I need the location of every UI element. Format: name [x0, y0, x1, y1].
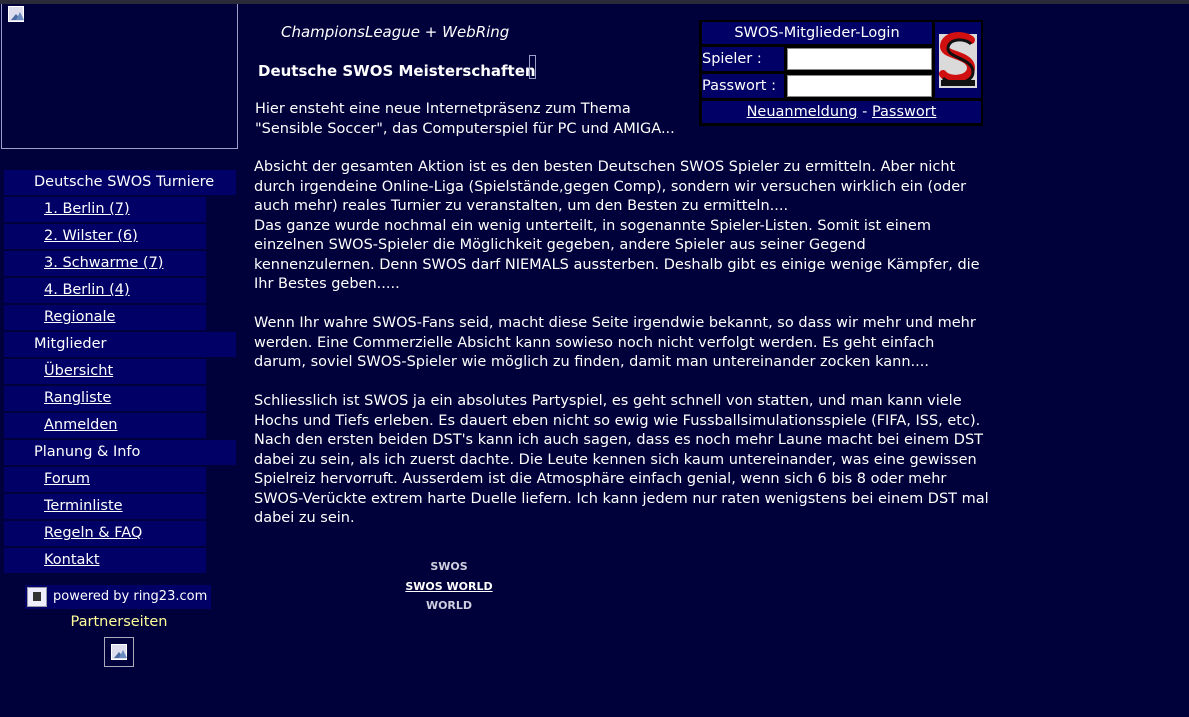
site-logo-frame: [1, 4, 238, 149]
nav-item-regionale[interactable]: [4, 305, 206, 330]
article-paragraph: Wenn Ihr wahre SWOS-Fans seid, macht diese Seite irgendwie bekannt, so dass wir mehr und mehr werden. Eine Commerzielle Absicht kann sowieso noch nicht verfolgt werden. Es geht einfach darum, soviel SWOS-Spieler wie möglich zu finden, damit man untereinander zocken kann....: [254, 315, 976, 370]
password-label: Passwort :: [702, 74, 784, 98]
intro-line: Hier ensteht eine neue Internetpräsenz zum Thema: [255, 101, 631, 117]
sidebar-nav: [4, 170, 236, 575]
nav-item-berlin-7[interactable]: [4, 197, 206, 222]
nav-item-forum[interactable]: [4, 467, 206, 492]
nav-item-regeln-faq[interactable]: [4, 521, 206, 546]
login-box: [699, 20, 983, 126]
swos-s-logo-icon: [935, 22, 981, 98]
register-link[interactable]: Neuanmeldung: [746, 104, 858, 120]
nav-item-berlin-4[interactable]: [4, 278, 206, 303]
swos-world-link[interactable]: SWOS WORLD: [405, 579, 493, 593]
link-separator: -: [862, 104, 868, 120]
swos-link[interactable]: SWOS: [430, 560, 468, 573]
nav-item-rangliste[interactable]: [4, 386, 206, 411]
broken-image-icon: [111, 644, 127, 660]
webring-text: ChampionsLeague + WebRing: [281, 23, 510, 41]
article-paragraph: Schliesslich ist SWOS ja ein absolutes Partyspiel, es geht schnell von statten, und man kann viele Hochs und Tiefs erleben. Es dauert eben nicht so ewig wie Fussballsimulationsspiele (FIFA, ISS, etc). Nach den ersten beiden DST's kann ich auch sagen, dass es noch mehr Laune macht bei einem DST dabei zu sein, als ich zuerst dachte. Die Leute kennen sich kaum untereinander, was eine gewissen Spielreiz hervorruft. Ausserdem ist die Atmosphäre einfach genial, wenn sich 6 bis 8 oder mehr SWOS-Verückte extrem harte Duelle liefern. Ich kann jedem nur raten wenigstens bei einem DST mal dabei zu sein.: [254, 393, 989, 526]
nav-heading-mitglieder: Mitglieder: [4, 332, 236, 357]
login-links: [702, 101, 981, 123]
nav-link[interactable]: Kontakt: [44, 552, 100, 568]
page-title: Deutsche SWOS Meisterschaften: [258, 62, 536, 80]
nav-item-kontakt[interactable]: [4, 548, 206, 573]
nav-heading-planung: Planung & Info: [4, 440, 236, 465]
nav-heading-turniere: Deutsche SWOS Turniere: [4, 170, 236, 195]
broken-image-icon: [8, 6, 24, 22]
nav-item-schwarme-7[interactable]: [4, 251, 206, 276]
intro-line: "Sensible Soccer", das Computerspiel für PC und AMIGA...: [255, 120, 675, 137]
nav-link[interactable]: 2. Wilster (6): [44, 228, 138, 244]
player-label: Spieler :: [702, 47, 784, 71]
login-title: SWOS-Mitglieder-Login: [702, 22, 932, 44]
password-link[interactable]: Passwort: [871, 104, 937, 120]
world-link[interactable]: WORLD: [425, 599, 473, 612]
nav-link[interactable]: Regionale: [44, 309, 116, 325]
nav-link[interactable]: 3. Schwarme (7): [44, 255, 164, 271]
ring23-icon: [27, 587, 47, 607]
swos-links: [400, 557, 498, 616]
nav-link[interactable]: Anmelden: [44, 417, 118, 433]
nav-item-terminliste[interactable]: [4, 494, 206, 519]
nav-link[interactable]: Übersicht: [44, 363, 114, 379]
player-input[interactable]: [787, 48, 932, 70]
powered-by-badge[interactable]: [25, 585, 211, 609]
nav-link[interactable]: Forum: [44, 471, 90, 487]
main-article: [254, 158, 989, 548]
nav-item-uebersicht[interactable]: [4, 359, 206, 384]
nav-link[interactable]: Rangliste: [44, 390, 112, 406]
partner-banner[interactable]: [104, 637, 134, 667]
nav-link[interactable]: Regeln & FAQ: [44, 525, 143, 541]
article-paragraph: Absicht der gesamten Aktion ist es den besten Deutschen SWOS Spieler zu ermitteln. Aber nicht durch irgendeine Online-Liga (Spielstände,gegen Comp), sondern wir versuchen wirklich ein (oder auch mehr) reales Turnier zu veranstalten, um den Besten zu ermitteln.... Das ganze wurde nochmal ein wenig unterteilt, in sogenannte Spieler-Listen. Somit ist einem einzelnen SWOS-Spieler die Möglichkeit gegeben, andere Spieler aus seiner Gegend kennenzulernen. Denn SWOS darf NIEMALS aussterben. Deshalb gibt es einige wenige Kämpfer, die Ihr Bestes geben.....: [254, 159, 980, 292]
nav-link[interactable]: 1. Berlin (7): [44, 201, 130, 217]
password-input[interactable]: [787, 75, 932, 97]
powered-by-text: powered by ring23.com: [53, 589, 208, 604]
nav-link[interactable]: Terminliste: [44, 498, 123, 514]
partner-label: Partnerseiten: [70, 614, 168, 630]
intro-text: [255, 100, 695, 139]
nav-item-wilster-6[interactable]: [4, 224, 206, 249]
title-frame-marker: [529, 55, 536, 79]
nav-link[interactable]: 4. Berlin (4): [44, 282, 130, 298]
nav-item-anmelden[interactable]: [4, 413, 206, 438]
